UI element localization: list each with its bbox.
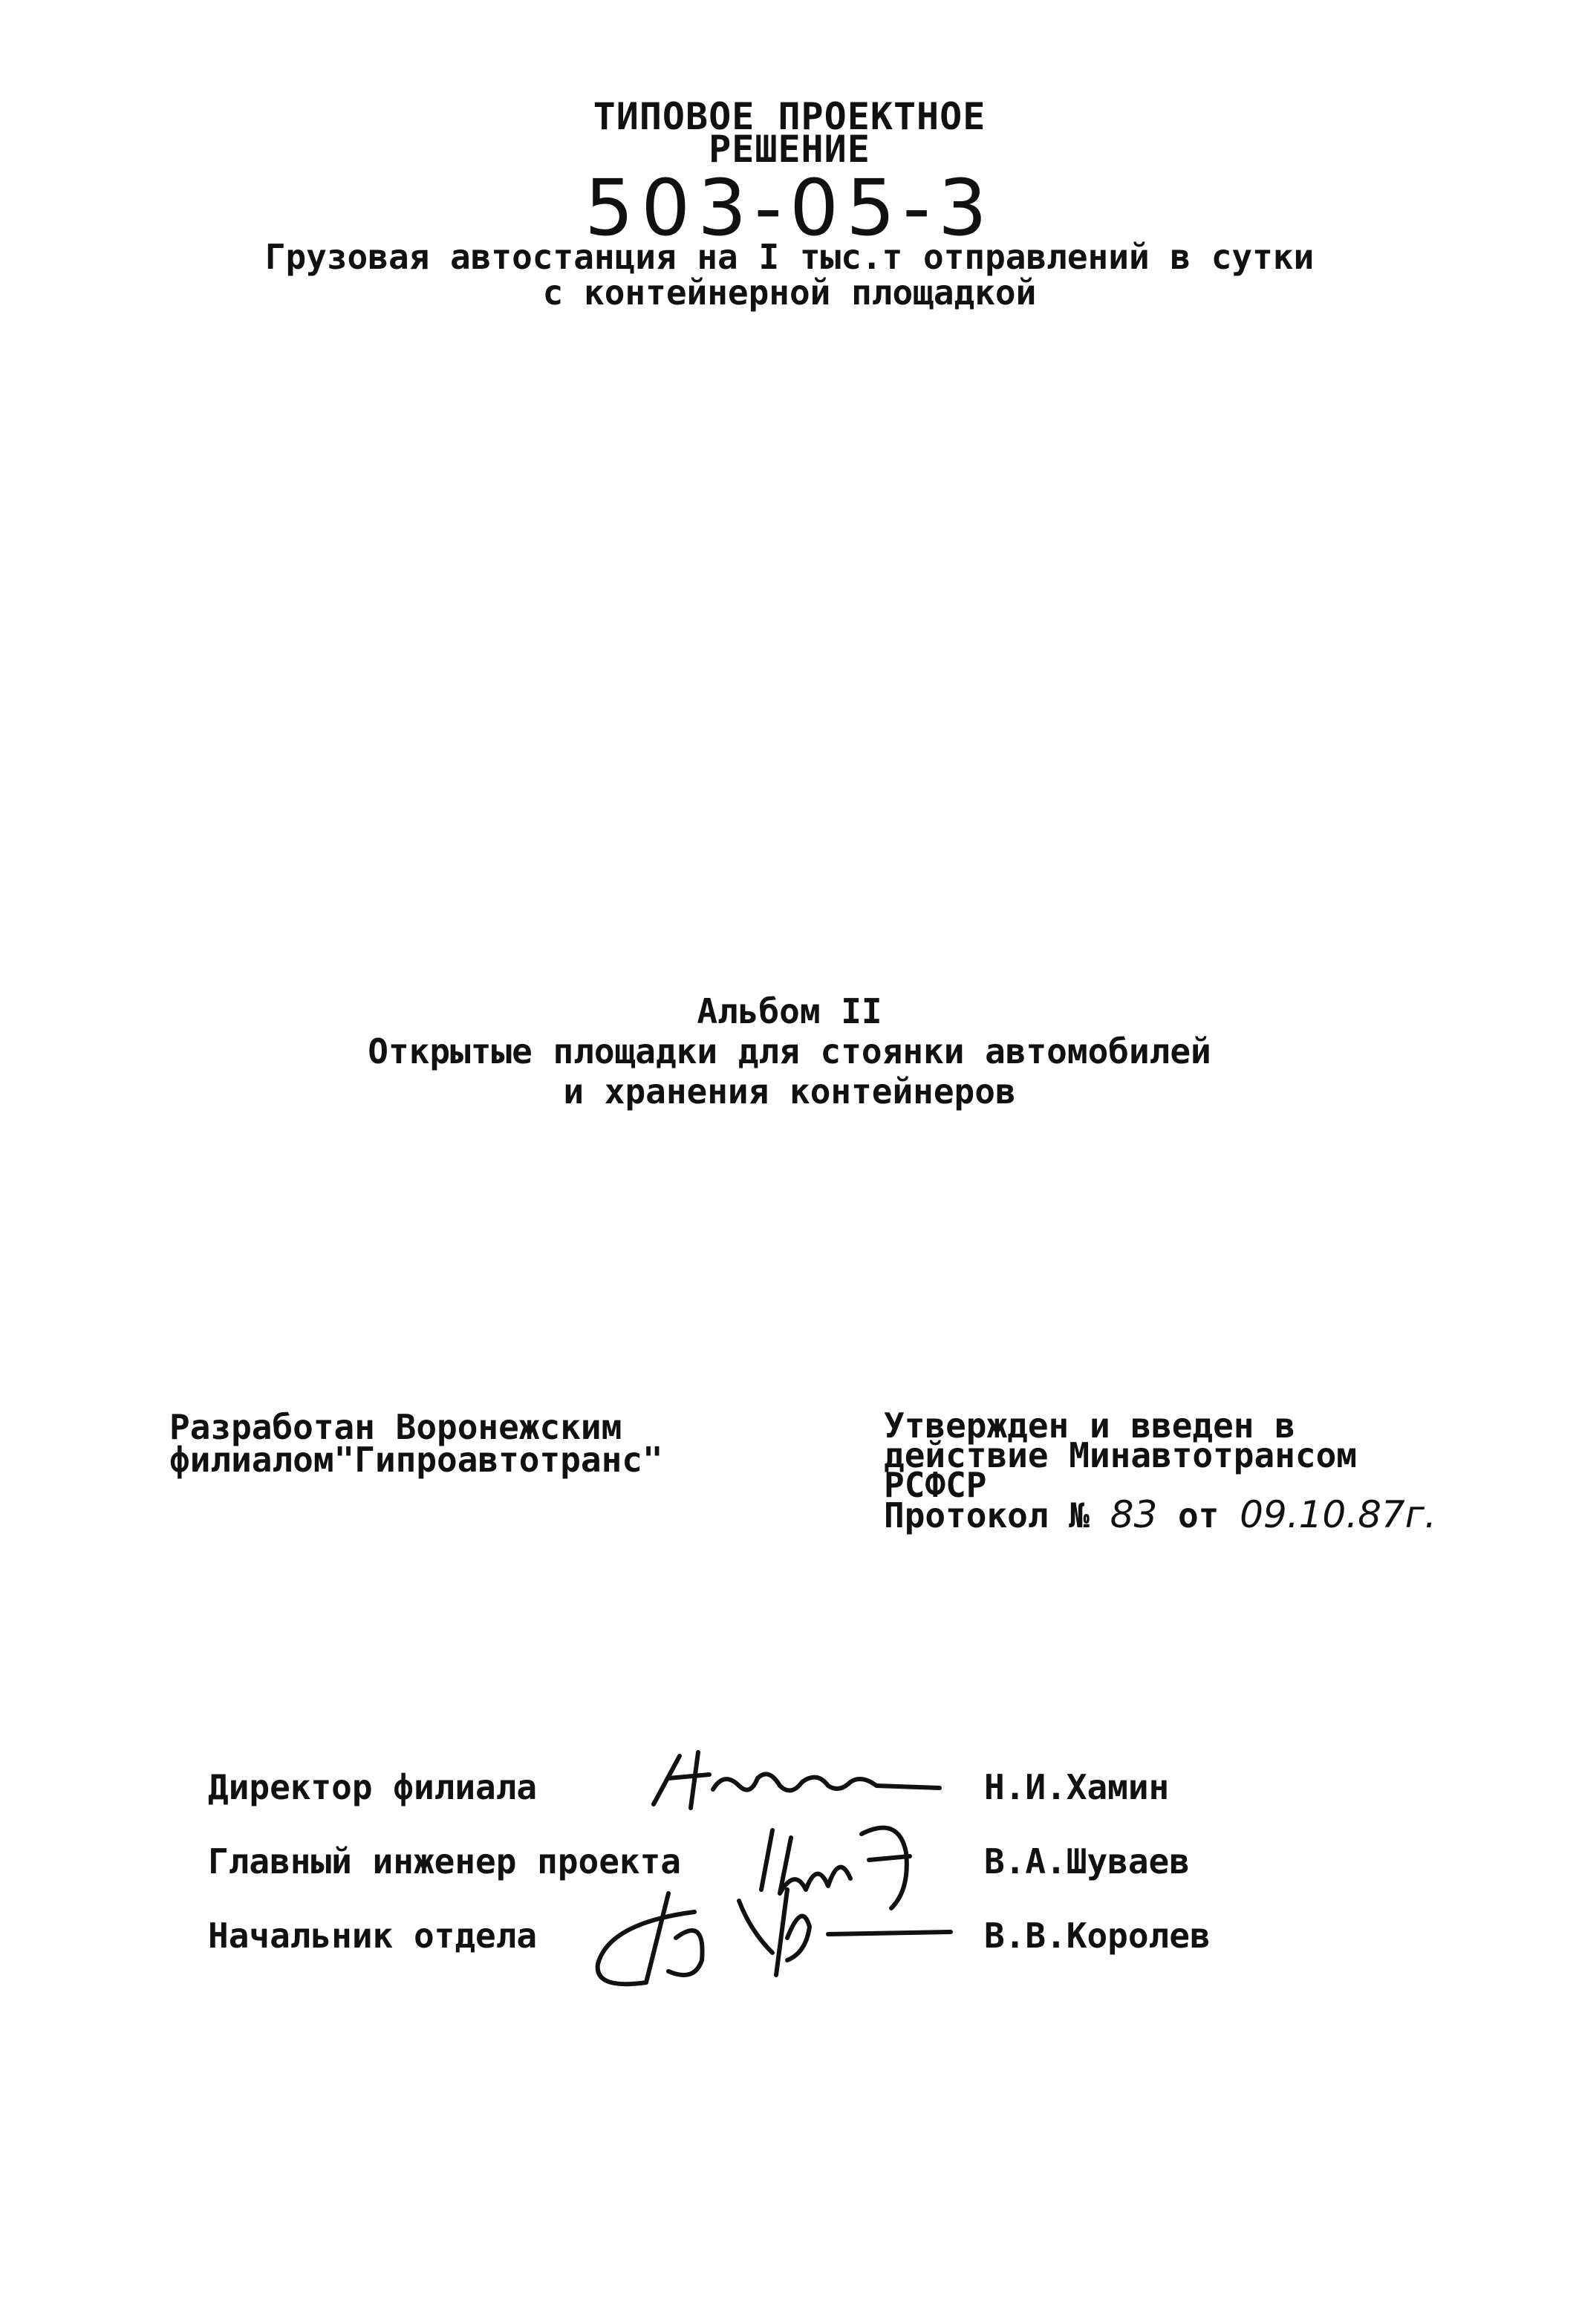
signature-title: Главный инженер проекта	[208, 1841, 681, 1881]
signatory-name: В.В.Королев	[984, 1916, 1211, 1956]
approval-line-3: РСФСР	[884, 1465, 987, 1505]
album-block	[0, 991, 1579, 1112]
protocol-number: 83	[1110, 1493, 1158, 1536]
header-line-1: ТИПОВОЕ ПРОЕКТНОЕ	[593, 95, 986, 138]
document-header	[0, 95, 1579, 171]
protocol-line	[884, 1493, 1436, 1536]
handwritten-signature-icon	[564, 1871, 966, 1997]
project-subtitle	[0, 237, 1579, 313]
album-label: Альбом II	[697, 991, 882, 1031]
protocol-from: от	[1177, 1495, 1220, 1535]
signature-title: Директор филиала	[208, 1767, 538, 1807]
developer-block	[169, 1407, 663, 1480]
signature-row-department-head	[208, 1901, 1322, 1968]
signature-title: Начальник отдела	[208, 1916, 538, 1956]
protocol-date: 09.10.87г.	[1240, 1493, 1436, 1536]
approval-block	[884, 1406, 1436, 1536]
album-title-line-2: и хранения контейнеров	[563, 1071, 1016, 1112]
project-code: 503-05-3	[584, 163, 995, 253]
header-line-2: РЕШЕНИЕ	[709, 128, 870, 171]
signatory-name: Н.И.Хамин	[984, 1767, 1170, 1807]
subtitle-line-2: с контейнерной площадкой	[542, 272, 1037, 313]
subtitle-line-1: Грузовая автостанция на I тыс.т отправлений в сутки	[264, 237, 1315, 277]
approval-line-2: действие Минавтотрансом	[884, 1435, 1357, 1475]
approval-line-1: Утвержден и введен в	[884, 1406, 1295, 1446]
album-title-line-1: Открытые площадки для стоянки автомобилей	[368, 1031, 1211, 1071]
protocol-prefix: Протокол №	[884, 1495, 1090, 1535]
developer-line-2: филиалом"Гипроавтотранс"	[169, 1440, 663, 1480]
signatory-name: В.А.Шуваев	[984, 1841, 1190, 1881]
developer-line-1: Разработан Воронежским	[169, 1407, 622, 1447]
